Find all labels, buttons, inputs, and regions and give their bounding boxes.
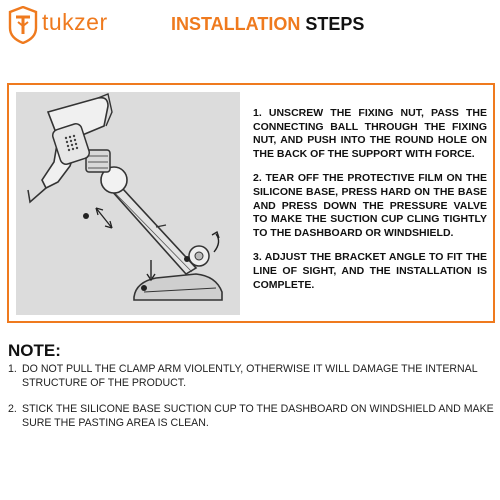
installation-steps xyxy=(253,107,487,303)
note-number: 1. xyxy=(8,363,17,375)
note-item xyxy=(8,402,498,430)
step-1: 1. UNSCREW THE FIXING NUT, PASS THE CONNECTING BALL THROUGH THE FIXING NUT, AND PUSH INTO THE ROUND HOLE ON THE BACK OF THE SUPPORT WITH FORCE. xyxy=(253,107,487,160)
note-text: DO NOT PULL THE CLAMP ARM VIOLENTLY, OTHERWISE IT WILL DAMAGE THE INTERNAL STRUCTURE OF THE PRODUCT. xyxy=(22,363,478,389)
note-list xyxy=(8,362,498,442)
note-number: 2. xyxy=(8,403,17,415)
title-rest: STEPS xyxy=(305,14,365,34)
installation-panel xyxy=(7,83,495,323)
header xyxy=(0,0,500,60)
page-title xyxy=(171,14,364,35)
note-title: NOTE: xyxy=(8,341,61,360)
step-3: 3. ADJUST THE BRACKET ANGLE TO FIT THE LINE OF SIGHT, AND THE INSTALLATION IS COMPLETE. xyxy=(253,251,487,291)
note-item xyxy=(8,362,498,390)
step-2: 2. TEAR OFF THE PROTECTIVE FILM ON THE SILICONE BASE, PRESS HARD ON THE BASE AND PRESS DOWN THE PRESSURE VALVE TO MAKE THE SUCTION CUP CLING TIGHTLY TO THE DASHBOARD OR WINDSHIELD. xyxy=(253,172,487,239)
tukzer-logo-icon xyxy=(8,6,38,44)
note-text: STICK THE SILICONE BASE SUCTION CUP TO THE DASHBOARD ON WINDSHIELD AND MAKE SURE THE PASTING AREA IS CLEAN. xyxy=(22,403,494,429)
brand-name: tukzer xyxy=(42,9,108,35)
title-accent: INSTALLATION xyxy=(171,14,301,34)
phone-mount-drawing xyxy=(16,92,240,315)
installation-illustration xyxy=(16,92,240,315)
